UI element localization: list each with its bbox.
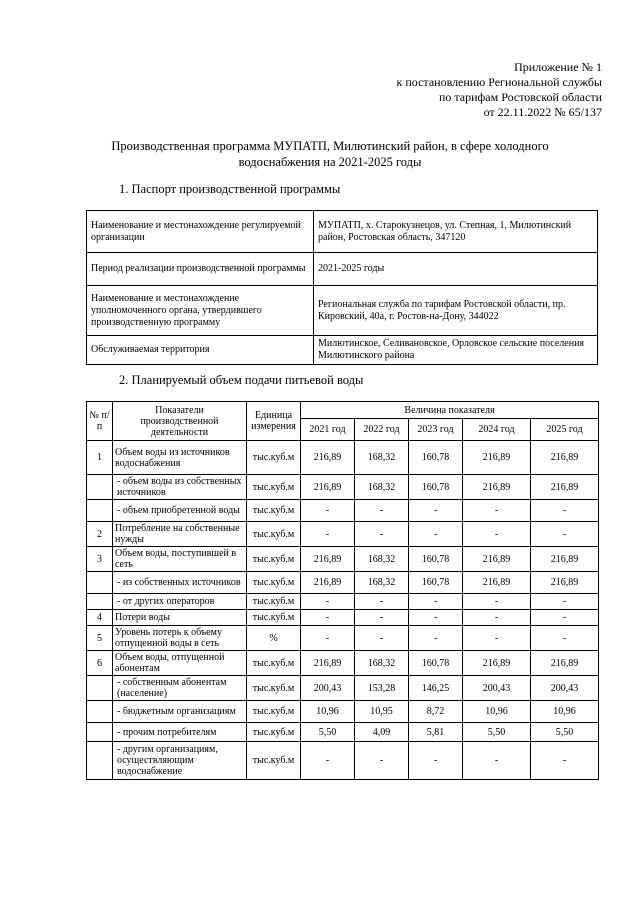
value-cell: 8,72 xyxy=(409,701,463,723)
table-row xyxy=(87,253,598,286)
passport-label: Период реализации производственной программы xyxy=(87,253,314,286)
appendix-line: от 22.11.2022 № 65/137 xyxy=(483,105,602,119)
row-number xyxy=(87,475,113,500)
passport-value: Милютинское, Селивановское, Орловское сельские поселения Милютинского района xyxy=(314,336,598,365)
value-cell: 216,89 xyxy=(301,651,355,676)
col-header-year: 2025 год xyxy=(531,419,599,441)
appendix-block xyxy=(397,60,602,120)
table-row xyxy=(87,572,599,594)
value-cell: - xyxy=(409,500,463,522)
value-cell: - xyxy=(409,610,463,626)
section-heading-passport: 1. Паспорт производственной программы xyxy=(119,182,341,196)
value-cell: - xyxy=(301,500,355,522)
unit-cell: тыс.куб.м xyxy=(247,742,301,780)
col-header-year: 2023 год xyxy=(409,419,463,441)
value-cell: - xyxy=(355,610,409,626)
col-header-year: 2022 год xyxy=(355,419,409,441)
value-cell: 10,96 xyxy=(463,701,531,723)
value-cell: 216,89 xyxy=(531,547,599,572)
indicator-name: Объем воды, поступившей в сеть xyxy=(113,547,247,572)
indicator-name: - объем воды из собственных источников xyxy=(113,475,247,500)
value-cell: - xyxy=(301,594,355,610)
value-cell: 10,96 xyxy=(531,701,599,723)
table-row xyxy=(87,211,598,253)
value-cell: 216,89 xyxy=(531,441,599,475)
title-line: Производственная программа МУПАТП, Милютинский район, в сфере холодного xyxy=(111,139,549,153)
passport-table xyxy=(86,210,598,365)
value-cell: 10,96 xyxy=(301,701,355,723)
appendix-line: Приложение № 1 xyxy=(514,60,602,74)
unit-cell: тыс.куб.м xyxy=(247,572,301,594)
value-cell: 146,25 xyxy=(409,676,463,701)
volume-table-body xyxy=(87,441,599,780)
value-cell: - xyxy=(355,500,409,522)
row-number xyxy=(87,500,113,522)
value-cell: 5,81 xyxy=(409,723,463,742)
value-cell: - xyxy=(463,610,531,626)
value-cell: 216,89 xyxy=(531,572,599,594)
unit-cell: тыс.куб.м xyxy=(247,594,301,610)
value-cell: - xyxy=(531,742,599,780)
appendix-line: по тарифам Ростовской области xyxy=(438,90,602,104)
table-row xyxy=(87,522,599,547)
row-number: 3 xyxy=(87,547,113,572)
value-cell: 216,89 xyxy=(301,572,355,594)
value-cell: - xyxy=(463,742,531,780)
row-number: 6 xyxy=(87,651,113,676)
unit-cell: тыс.куб.м xyxy=(247,475,301,500)
value-cell: 216,89 xyxy=(463,547,531,572)
unit-cell: % xyxy=(247,626,301,651)
value-cell: 216,89 xyxy=(463,572,531,594)
volume-table xyxy=(86,401,599,780)
unit-cell: тыс.куб.м xyxy=(247,441,301,475)
passport-value: 2021-2025 годы xyxy=(314,253,598,286)
indicator-name: - из собственных источников xyxy=(113,572,247,594)
unit-cell: тыс.куб.м xyxy=(247,723,301,742)
indicator-name: - бюджетным организациям xyxy=(113,701,247,723)
indicator-name: Уровень потерь к объему отпущенной воды в сеть xyxy=(113,626,247,651)
value-cell: - xyxy=(355,594,409,610)
table-row xyxy=(87,286,598,336)
unit-cell: тыс.куб.м xyxy=(247,522,301,547)
value-cell: - xyxy=(409,594,463,610)
unit-cell: тыс.куб.м xyxy=(247,701,301,723)
value-cell: 5,50 xyxy=(531,723,599,742)
row-number xyxy=(87,742,113,780)
unit-cell: тыс.куб.м xyxy=(247,651,301,676)
passport-label: Обслуживаемая территория xyxy=(87,336,314,365)
row-number: 4 xyxy=(87,610,113,626)
value-cell: - xyxy=(409,626,463,651)
table-row xyxy=(87,475,599,500)
table-row xyxy=(87,701,599,723)
value-cell: 216,89 xyxy=(301,475,355,500)
value-cell: 216,89 xyxy=(531,651,599,676)
row-number: 2 xyxy=(87,522,113,547)
passport-label: Наименование и местонахождение регулируемой организации xyxy=(87,211,314,253)
indicator-name: - собственным абонентам (население) xyxy=(113,676,247,701)
col-header-year: 2024 год xyxy=(463,419,531,441)
unit-cell: тыс.куб.м xyxy=(247,610,301,626)
indicator-name: Объем воды из источников водоснабжения xyxy=(113,441,247,475)
table-row xyxy=(87,626,599,651)
table-row xyxy=(87,500,599,522)
table-row xyxy=(87,441,599,475)
value-cell: 153,28 xyxy=(355,676,409,701)
unit-cell: тыс.куб.м xyxy=(247,676,301,701)
unit-cell: тыс.куб.м xyxy=(247,547,301,572)
value-cell: 160,78 xyxy=(409,441,463,475)
value-cell: 160,78 xyxy=(409,475,463,500)
table-row xyxy=(87,676,599,701)
value-cell: 168,32 xyxy=(355,651,409,676)
row-number xyxy=(87,594,113,610)
row-number: 5 xyxy=(87,626,113,651)
value-cell: - xyxy=(301,522,355,547)
col-header-indicator: Показатели производственной деятельности xyxy=(113,402,247,441)
col-header-num: № п/п xyxy=(87,402,113,441)
document-title xyxy=(60,138,600,170)
value-cell: - xyxy=(463,522,531,547)
value-cell: - xyxy=(463,500,531,522)
unit-cell: тыс.куб.м xyxy=(247,500,301,522)
value-cell: - xyxy=(301,742,355,780)
passport-value: Региональная служба по тарифам Ростовской области, пр. Кировский, 40а, г. Ростов-на-Дону, 344022 xyxy=(314,286,598,336)
value-cell: 216,89 xyxy=(301,441,355,475)
indicator-name: Потребление на собственные нужды xyxy=(113,522,247,547)
table-row xyxy=(87,723,599,742)
value-cell: 200,43 xyxy=(531,676,599,701)
value-cell: - xyxy=(355,522,409,547)
value-cell: - xyxy=(531,522,599,547)
value-cell: - xyxy=(531,610,599,626)
table-row xyxy=(87,651,599,676)
col-header-unit: Единица измерения xyxy=(247,402,301,441)
value-cell: 168,32 xyxy=(355,441,409,475)
col-header-year: 2021 год xyxy=(301,419,355,441)
indicator-name: - другим организациям, осуществляющим водоснабжение xyxy=(113,742,247,780)
value-cell: - xyxy=(301,610,355,626)
header-row xyxy=(87,402,599,419)
value-cell: 10,95 xyxy=(355,701,409,723)
value-cell: 216,89 xyxy=(463,475,531,500)
value-cell: 160,78 xyxy=(409,547,463,572)
appendix-line: к постановлению Региональной службы xyxy=(396,75,602,89)
value-cell: - xyxy=(531,594,599,610)
passport-label: Наименование и местонахождение уполномоченного органа, утвердившего производственную программу xyxy=(87,286,314,336)
col-header-value: Величина показателя xyxy=(301,402,599,419)
value-cell: - xyxy=(301,626,355,651)
row-number xyxy=(87,723,113,742)
indicator-name: Потери воды xyxy=(113,610,247,626)
table-row xyxy=(87,610,599,626)
value-cell: 216,89 xyxy=(301,547,355,572)
value-cell: - xyxy=(355,742,409,780)
value-cell: 216,89 xyxy=(463,441,531,475)
value-cell: - xyxy=(463,594,531,610)
table-row xyxy=(87,594,599,610)
value-cell: - xyxy=(531,500,599,522)
row-number xyxy=(87,572,113,594)
value-cell: - xyxy=(463,626,531,651)
value-cell: 5,50 xyxy=(463,723,531,742)
indicator-name: - прочим потребителям xyxy=(113,723,247,742)
value-cell: 200,43 xyxy=(301,676,355,701)
row-number xyxy=(87,676,113,701)
value-cell: 168,32 xyxy=(355,475,409,500)
value-cell: 200,43 xyxy=(463,676,531,701)
passport-value: МУПАТП, х. Старокузнецов, ул. Степная, 1, Милютинский район, Ростовская область, 347120 xyxy=(314,211,598,253)
value-cell: 4,09 xyxy=(355,723,409,742)
value-cell: - xyxy=(355,626,409,651)
table-row xyxy=(87,336,598,365)
indicator-name: Объем воды, отпущенной абонентам xyxy=(113,651,247,676)
table-row xyxy=(87,547,599,572)
indicator-name: - объем приобретенной воды xyxy=(113,500,247,522)
title-line: водоснабжения на 2021-2025 годы xyxy=(238,155,422,169)
value-cell: - xyxy=(531,626,599,651)
value-cell: 160,78 xyxy=(409,572,463,594)
indicator-name: - от других операторов xyxy=(113,594,247,610)
value-cell: - xyxy=(409,742,463,780)
value-cell: 168,32 xyxy=(355,572,409,594)
value-cell: - xyxy=(409,522,463,547)
value-cell: 216,89 xyxy=(463,651,531,676)
value-cell: 5,50 xyxy=(301,723,355,742)
section-heading-volume: 2. Планируемый объем подачи питьевой воды xyxy=(119,373,364,387)
value-cell: 168,32 xyxy=(355,547,409,572)
table-row xyxy=(87,742,599,780)
value-cell: 216,89 xyxy=(531,475,599,500)
value-cell: 160,78 xyxy=(409,651,463,676)
row-number xyxy=(87,701,113,723)
row-number: 1 xyxy=(87,441,113,475)
